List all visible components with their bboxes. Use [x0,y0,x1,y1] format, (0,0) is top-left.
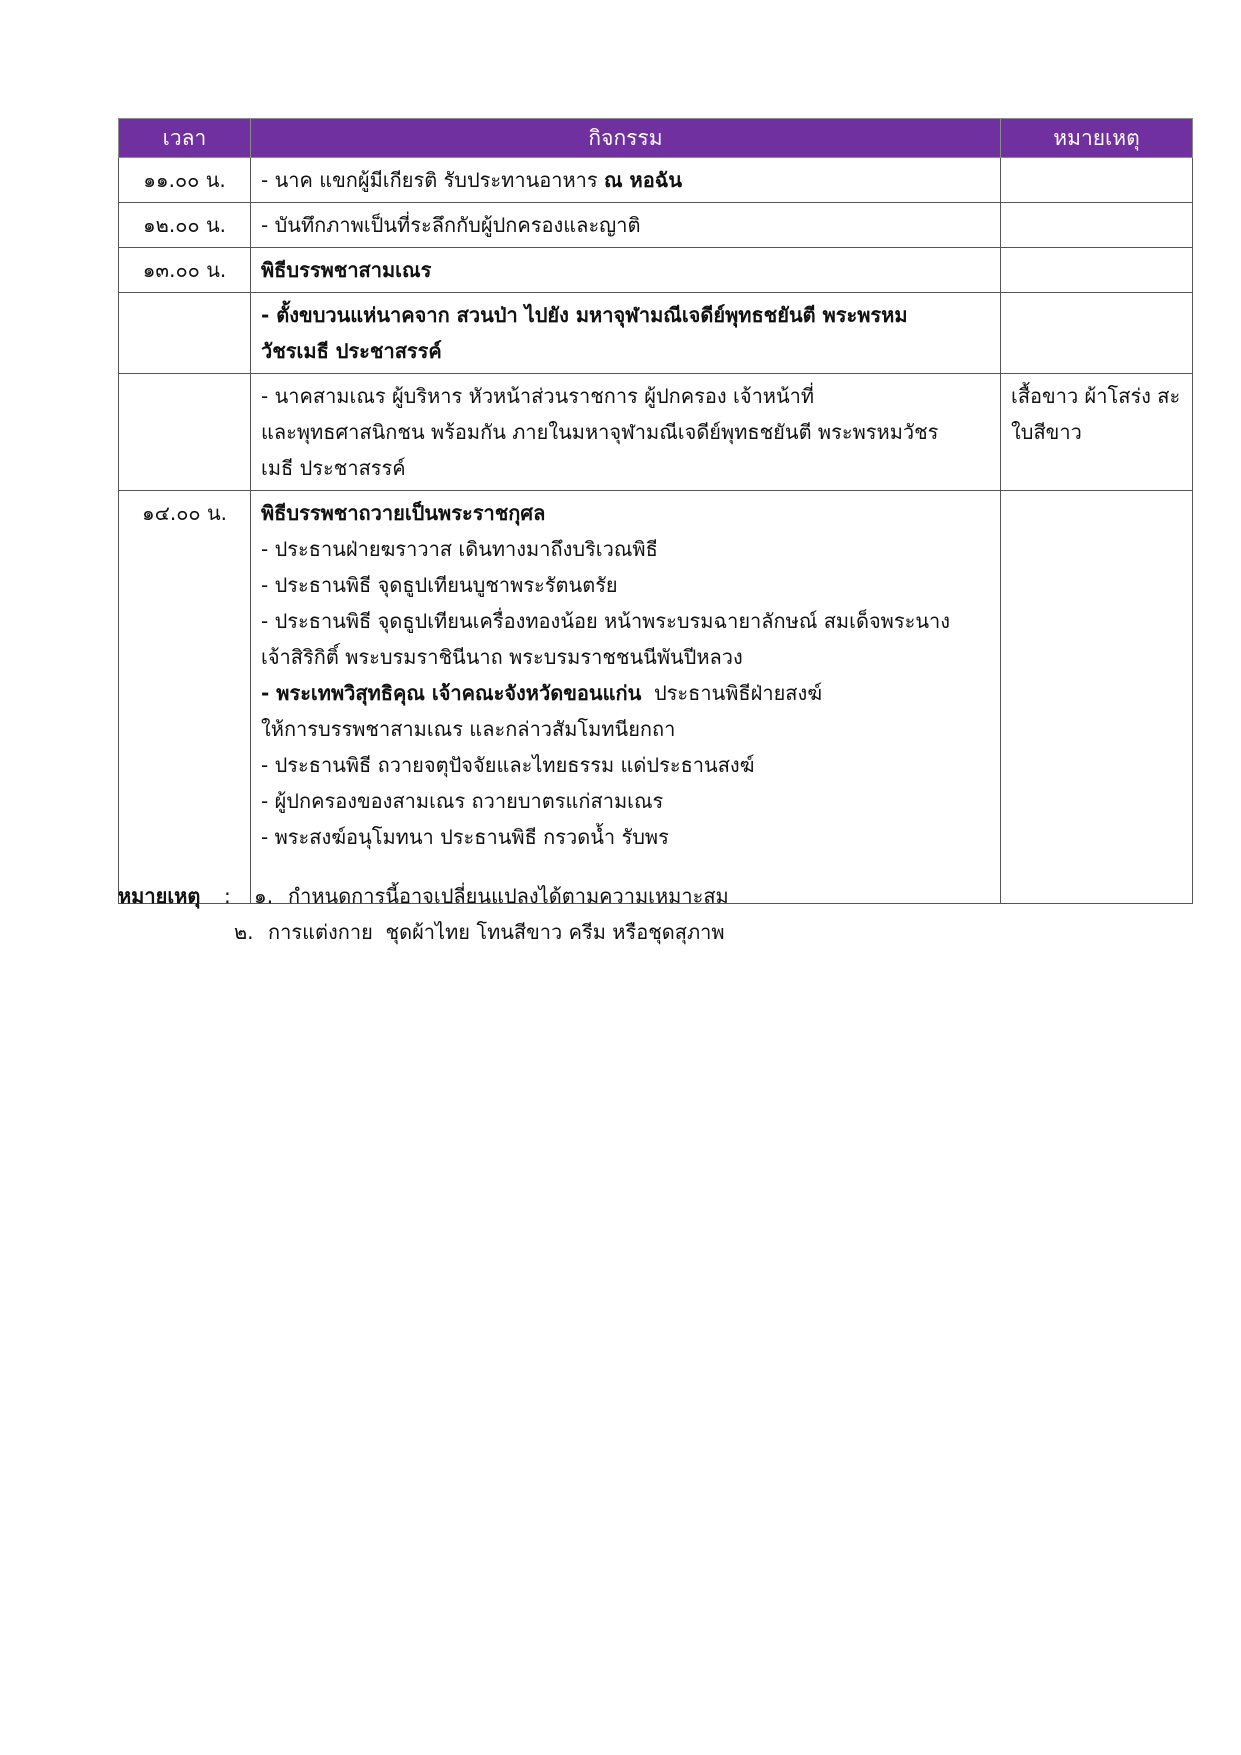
remark-item [118,878,1018,914]
header-note: หมายเหตุ [1001,119,1193,158]
remark-number: ๑. [254,884,274,908]
time-cell: ๑๑.๐๐ น. [119,158,251,203]
remarks-colon: : [224,884,231,908]
activity-cell [251,374,1001,491]
note-cell [1001,293,1193,374]
note-cell [1001,374,1193,491]
activity-cell [251,491,1001,904]
activity-line: ให้การบรรพชาสามเณร และกล่าวสัมโมทนียกถา [261,717,676,741]
activity-line: - ผู้ปกครองของสามเณร ถวายบาตรแก่สามเณร [261,789,664,813]
activity-line: วัชรเมธี ประชาสรรค์ [261,339,442,363]
activity-line: - ประธานฝ่ายฆราวาส เดินทางมาถึงบริเวณพิธี [261,537,658,561]
ceremony-heading: พิธีบรรพชาถวายเป็นพระราชกุศล [261,501,546,525]
activity-cell [251,158,1001,203]
time-cell [119,374,251,491]
note-cell [1001,248,1193,293]
activity-line: และพุทธศาสนิกชน พร้อมกัน ภายในมหาจุฬามณีเจดีย์พุทธชยันตี พระพรหมวัชร [261,420,939,444]
activity-line [261,675,990,711]
note-cell [1001,203,1193,248]
monk-president: - พระเทพวิสุทธิคุณ เจ้าคณะจังหวัดขอนแก่น [261,681,642,705]
activity-line: - ประธานพิธี จุดธูปเทียนบูชาพระรัตนตรัย [261,573,618,597]
monk-president-role: ประธานพิธีฝ่ายสงฆ์ [641,681,823,705]
time-cell: ๑๓.๐๐ น. [119,248,251,293]
activity-location: ณ หอฉัน [604,168,683,192]
activity-cell: พิธีบรรพชาสามเณร [251,248,1001,293]
note-cell [1001,491,1193,904]
remark-indent [118,914,234,950]
remarks-section [118,878,1018,950]
header-time: เวลา [119,119,251,158]
table-row [119,374,1193,491]
note-cell [1001,158,1193,203]
activity-line: - ตั้งขบวนแห่นาคจาก สวนป่า ไปยัง มหาจุฬามณีเจดีย์พุทธชยันตี พระพรหม [261,303,908,327]
remarks-label: หมายเหตุ [118,884,201,908]
time-cell [119,293,251,374]
table-row [119,491,1193,904]
table-row [119,248,1193,293]
remark-item [118,914,1018,950]
time-cell: ๑๔.๐๐ น. [119,491,251,904]
time-cell: ๑๒.๐๐ น. [119,203,251,248]
activity-line: - ประธานพิธี ถวายจตุปัจจัยและไทยธรรม แด่ประธานสงฆ์ [261,753,755,777]
table-row [119,203,1193,248]
table-row [119,158,1193,203]
activity-line: เจ้าสิริกิติ์ พระบรมราชินีนาถ พระบรมราชชนนีพันปีหลวง [261,645,743,669]
schedule-table [118,118,1193,904]
activity-line: - นาคสามเณร ผู้บริหาร หัวหน้าส่วนราชการ ผู้ปกครอง เจ้าหน้าที่ [261,384,815,408]
dress-code-note: ใบสีขาว [1011,420,1082,444]
table-header-row [119,119,1193,158]
activity-line: - พระสงฆ์อนุโมทนา ประธานพิธี กรวดน้ำ รับพร [261,825,669,849]
activity-line: - ประธานพิธี จุดธูปเทียนเครื่องทองน้อย หน้าพระบรมฉายาลักษณ์ สมเด็จพระนาง [261,609,950,633]
activity-line: เมธี ประชาสรรค์ [261,456,406,480]
activity-cell: - บันทึกภาพเป็นที่ระลึกกับผู้ปกครองและญาติ [251,203,1001,248]
activity-text: - นาค แขกผู้มีเกียรติ รับประทานอาหาร [261,168,604,192]
remark-text: กำหนดการนี้อาจเปลี่ยนแปลงได้ตามความเหมาะสม [288,884,729,908]
remark-text: การแต่งกาย ชุดผ้าไทย โทนสีขาว ครีม หรือชุดสุภาพ [268,920,725,944]
remark-number: ๒. [234,920,254,944]
header-activity: กิจกรรม [251,119,1001,158]
table-row [119,293,1193,374]
dress-code-note: เสื้อขาว ผ้าโสร่ง สะ [1011,384,1181,408]
activity-cell [251,293,1001,374]
